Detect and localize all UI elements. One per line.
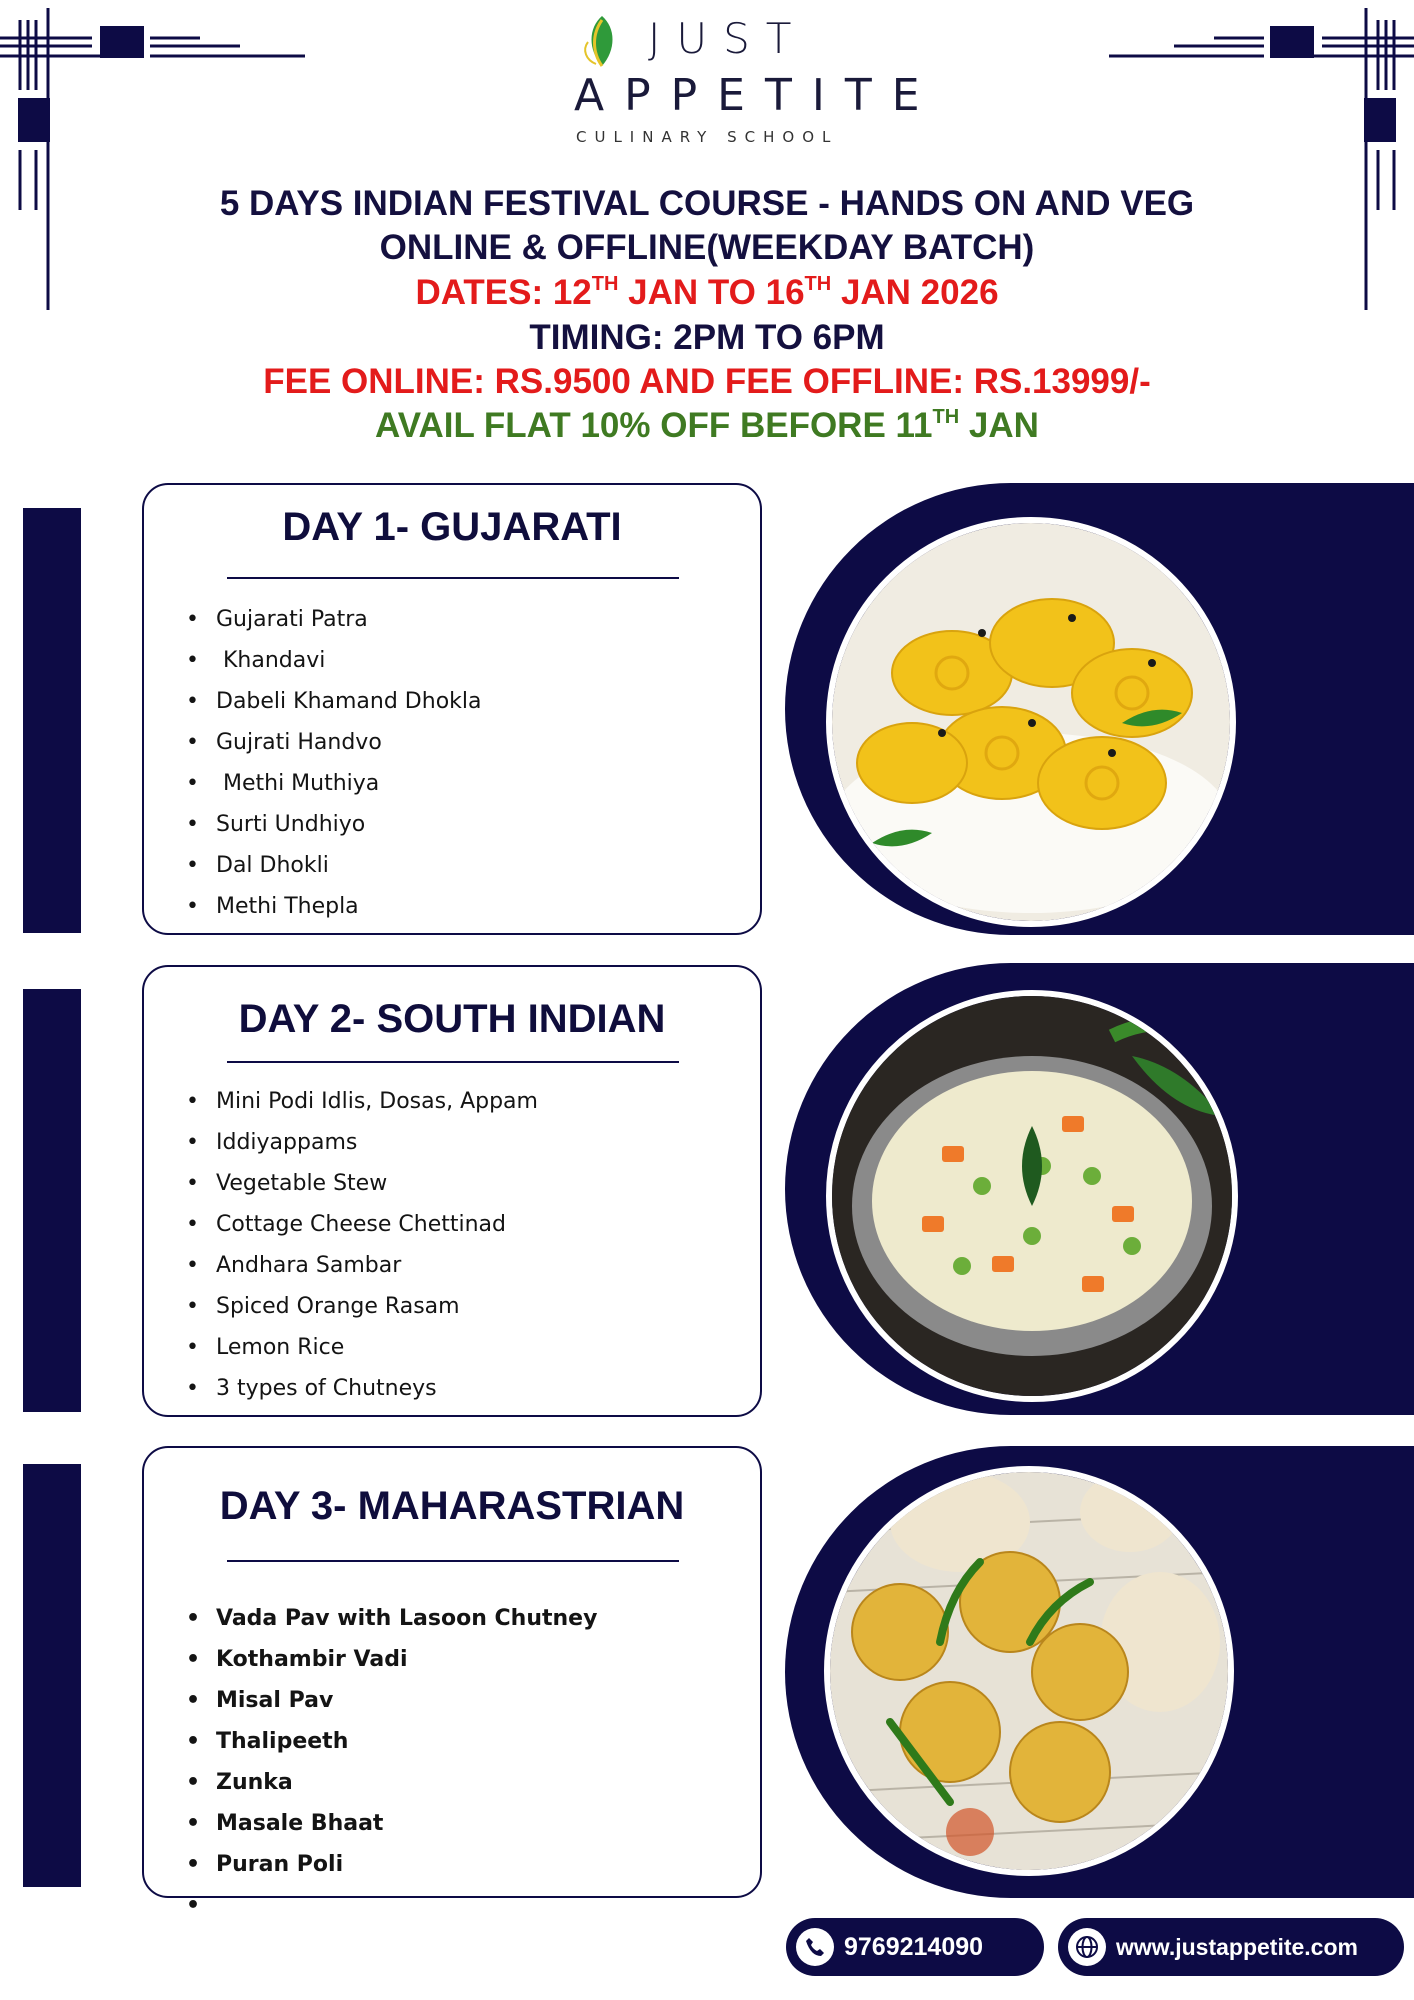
khandvi-photo xyxy=(826,517,1236,927)
list-item: • Vegetable Stew xyxy=(216,1163,538,1204)
website-url: www.justappetite.com xyxy=(1116,1933,1358,1960)
list-item: • Dal Dhokli xyxy=(216,845,481,886)
list-item: • Mini Podi Idlis, Dosas, Appam xyxy=(216,1081,538,1122)
course-title: 5 DAYS INDIAN FESTIVAL COURSE - HANDS ON AND VEG xyxy=(219,184,1195,223)
brand-tagline: CULINARY SCHOOL xyxy=(576,128,839,146)
phone-contact[interactable] xyxy=(786,1918,1044,1976)
course-dates: DATES: 12TH JAN TO 16TH JAN 2026 xyxy=(415,273,999,312)
leaf-icon xyxy=(578,12,626,70)
list-item: • Cottage Cheese Chettinad xyxy=(216,1204,538,1245)
day3-title: DAY 3- MAHARASTRIAN xyxy=(219,1484,685,1528)
list-item: • Thalipeeth xyxy=(216,1721,597,1762)
vegetable-stew-photo xyxy=(826,990,1238,1402)
brand-appetite: APPETITE xyxy=(574,70,940,121)
list-item: • Iddiyappams xyxy=(216,1122,538,1163)
phone-icon xyxy=(796,1928,834,1966)
globe-icon xyxy=(1068,1928,1106,1966)
day2-divider xyxy=(227,1061,679,1063)
list-item: • Andhara Sambar xyxy=(216,1245,538,1286)
brand-just: JUST xyxy=(648,14,808,63)
list-item xyxy=(216,1885,597,1926)
list-item: • Kothambir Vadi xyxy=(216,1639,597,1680)
day3-divider xyxy=(227,1560,679,1562)
list-item: • Dabeli Khamand Dhokla xyxy=(216,681,481,722)
day1-divider xyxy=(227,577,679,579)
list-item: • Zunka xyxy=(216,1762,597,1803)
day2-dish-list xyxy=(216,1081,538,1409)
list-item: • Spiced Orange Rasam xyxy=(216,1286,538,1327)
course-offer: AVAIL FLAT 10% OFF BEFORE 11TH JAN xyxy=(375,406,1039,445)
course-fee: FEE ONLINE: RS.9500 AND FEE OFFLINE: RS.13999/- xyxy=(263,362,1151,401)
day2-side-bar xyxy=(23,989,81,1412)
day1-side-bar xyxy=(23,508,81,933)
day1-card xyxy=(142,483,762,935)
day2-card xyxy=(142,965,762,1417)
website-link[interactable] xyxy=(1058,1918,1404,1976)
list-item: • Gujrati Handvo xyxy=(216,722,481,763)
day1-dish-list xyxy=(216,599,481,927)
day1-title: DAY 1- GUJARATI xyxy=(282,505,622,549)
list-item: • Lemon Rice xyxy=(216,1327,538,1368)
day2-title: DAY 2- SOUTH INDIAN xyxy=(238,997,666,1041)
list-item: • Surti Undhiyo xyxy=(216,804,481,845)
course-mode: ONLINE & OFFLINE(WEEKDAY BATCH) xyxy=(379,228,1035,267)
list-item: • 3 types of Chutneys xyxy=(216,1368,538,1409)
list-item: • Vada Pav with Lasoon Chutney xyxy=(216,1598,597,1639)
day3-dish-list xyxy=(216,1598,597,1926)
list-item: • Khandavi xyxy=(216,640,481,681)
list-item: • Gujarati Patra xyxy=(216,599,481,640)
list-item: • Misal Pav xyxy=(216,1680,597,1721)
day3-card xyxy=(142,1446,762,1898)
list-item: • Methi Thepla xyxy=(216,886,481,927)
list-item: • Methi Muthiya xyxy=(216,763,481,804)
list-item: • Puran Poli xyxy=(216,1844,597,1885)
list-item: • Masale Bhaat xyxy=(216,1803,597,1844)
phone-number: 9769214090 xyxy=(844,1932,984,1961)
day3-side-bar xyxy=(23,1464,81,1887)
course-timing: TIMING: 2PM TO 6PM xyxy=(529,318,885,357)
vada-pav-photo xyxy=(824,1466,1234,1876)
